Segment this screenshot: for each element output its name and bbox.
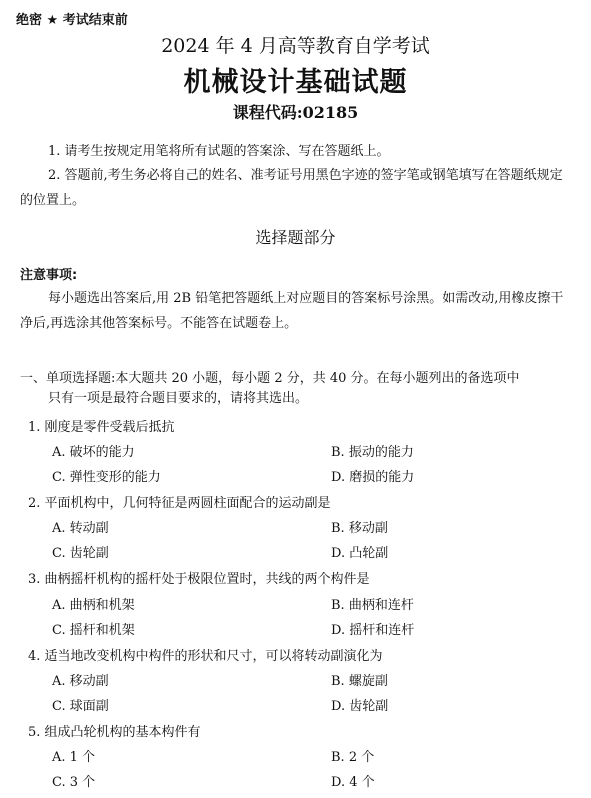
question-5-option-d: D. 4 个 (331, 775, 375, 790)
question-3-option-d: D. 摇杆和连杆 (331, 623, 415, 638)
instruction-1: 1. 请考生按规定用笔将所有试题的答案涂、写在答题纸上。 (48, 144, 390, 159)
question-4-option-b: B. 螺旋副 (331, 674, 388, 689)
question-1-option-c: C. 弹性变形的能力 (52, 470, 161, 485)
question-3-option-b: B. 曲柄和连杆 (331, 598, 414, 613)
question-4-option-a: A. 移动副 (52, 674, 109, 689)
notice-label: 注意事项: (20, 268, 78, 283)
question-3-option-c: C. 摇杆和机架 (52, 623, 135, 638)
part-one-line-1: 一、单项选择题:本大题共 20 小题，每小题 2 分，共 40 分。在每小题列出的备选项中 (20, 371, 520, 386)
question-1-option-b: B. 振动的能力 (331, 445, 414, 460)
part-one-heading (20, 369, 580, 409)
question-5-option-b: B. 2 个 (331, 750, 375, 765)
question-5-option-c: C. 3 个 (52, 775, 96, 790)
part-one-line-2: 只有一项是最符合题目要求的，请将其选出。 (48, 391, 309, 406)
question-2-option-d: D. 凸轮副 (331, 546, 389, 561)
section-title: 选择题部分 (255, 228, 336, 247)
subject-title: 机械设计基础试题 (183, 67, 408, 98)
question-3-stem: 3. 曲柄摇杆机构的摇杆处于极限位置时，共线的两个构件是 (28, 572, 370, 587)
exam-title: 2024 年 4 月高等教育自学考试 (161, 35, 430, 57)
question-1-option-d: D. 磨损的能力 (331, 470, 415, 485)
instruction-2: 2. 答题前,考生务必将自己的姓名、准考证号用黑色字迹的签字笔或钢笔填写在答题纸规定的位置上。 (20, 168, 563, 208)
question-2-option-c: C. 齿轮副 (52, 546, 109, 561)
notice-text: 每小题选出答案后,用 2B 铅笔把答题纸上对应题目的答案标号涂黑。如需改动,用橡皮擦干净后,再选涂其他答案标号。不能答在试题卷上。 (20, 291, 564, 331)
course-code: 课程代码:02185 (232, 103, 359, 122)
question-2-stem: 2. 平面机构中，几何特征是两圆柱面配合的运动副是 (28, 496, 331, 511)
question-4-option-d: D. 齿轮副 (331, 699, 389, 714)
question-5-option-a: A. 1 个 (52, 750, 96, 765)
question-3-option-a: A. 曲柄和机架 (52, 598, 135, 613)
question-2-option-a: A. 转动副 (52, 521, 109, 536)
question-4-stem: 4. 适当地改变机构中构件的形状和尺寸，可以将转动副演化为 (28, 649, 383, 664)
question-1-option-a: A. 破坏的能力 (52, 445, 135, 460)
question-1-stem: 1. 刚度是零件受载后抵抗 (28, 420, 175, 435)
question-5-stem: 5. 组成凸轮机构的基本构件有 (28, 725, 201, 740)
confidential-label: 绝密 ★ 考试结束前 (16, 13, 128, 28)
question-4-option-c: C. 球面副 (52, 699, 109, 714)
question-2-option-b: B. 移动副 (331, 521, 388, 536)
